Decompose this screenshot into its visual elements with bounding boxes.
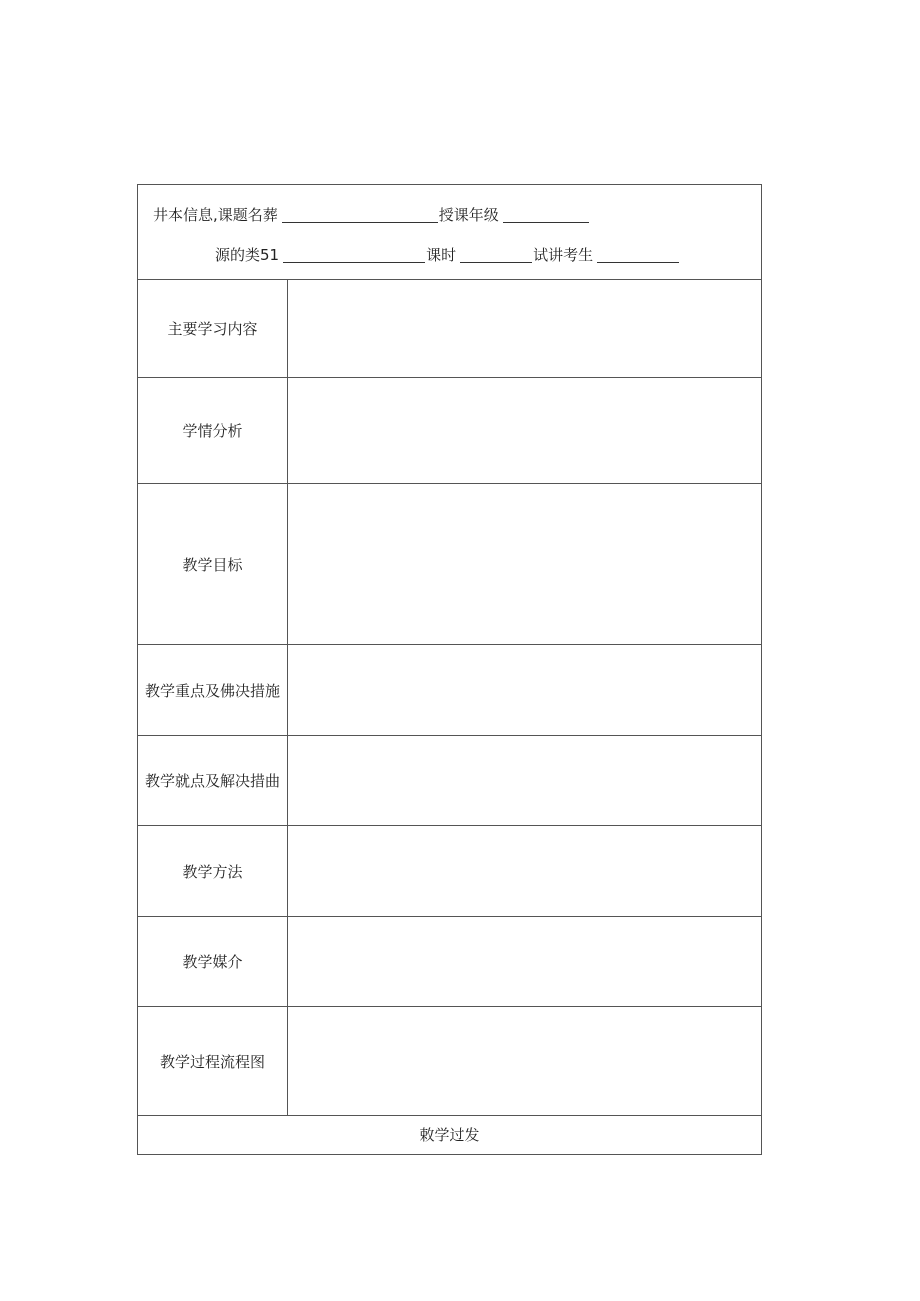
- row-label: 教学就点及解决措曲: [138, 736, 288, 825]
- row-content-field[interactable]: [288, 917, 761, 1006]
- topic-name-field[interactable]: [282, 206, 438, 223]
- row-key-points: [138, 645, 761, 736]
- row-content-field[interactable]: [288, 1007, 761, 1115]
- row-learner-analysis: [138, 378, 761, 484]
- row-content-field[interactable]: [288, 736, 761, 825]
- row-content-field[interactable]: [288, 484, 761, 644]
- trial-candidate-label: 试讲考生: [533, 246, 594, 264]
- row-difficult-points: [138, 736, 761, 826]
- row-label: 教学目标: [138, 484, 288, 644]
- class-hours-field[interactable]: [460, 246, 532, 263]
- trial-candidate-field[interactable]: [597, 246, 679, 263]
- basic-info-header: [138, 185, 761, 280]
- topic-name-label: 井本信息,课题名葬: [153, 206, 278, 224]
- row-content-field[interactable]: [288, 280, 761, 377]
- teaching-process-heading: 敕学过发: [419, 1125, 480, 1144]
- row-teaching-goals: [138, 484, 761, 645]
- row-label: 学情分析: [138, 378, 288, 483]
- row-content-field[interactable]: [288, 645, 761, 735]
- row-label: 教学媒介: [138, 917, 288, 1006]
- row-main-content: [138, 280, 761, 378]
- header-line-2: [215, 245, 680, 265]
- row-teaching-media: [138, 917, 761, 1007]
- row-content-field[interactable]: [288, 378, 761, 483]
- grade-label: 授课年级: [438, 206, 499, 224]
- header-line-1: [153, 205, 590, 225]
- row-process-flowchart: [138, 1007, 761, 1116]
- row-label: 教学方法: [138, 826, 288, 916]
- row-label: 教学重点及佛决措施: [138, 645, 288, 735]
- row-label: 教学过程流程图: [138, 1007, 288, 1115]
- lesson-plan-table: [137, 184, 762, 1155]
- grade-field[interactable]: [503, 206, 589, 223]
- row-teaching-method: [138, 826, 761, 917]
- row-label: 主要学习内容: [138, 280, 288, 377]
- class-hours-label: 课时: [426, 246, 457, 264]
- row-content-field[interactable]: [288, 826, 761, 916]
- resource-type-label: 源的类51: [215, 246, 280, 264]
- resource-type-field[interactable]: [283, 246, 425, 263]
